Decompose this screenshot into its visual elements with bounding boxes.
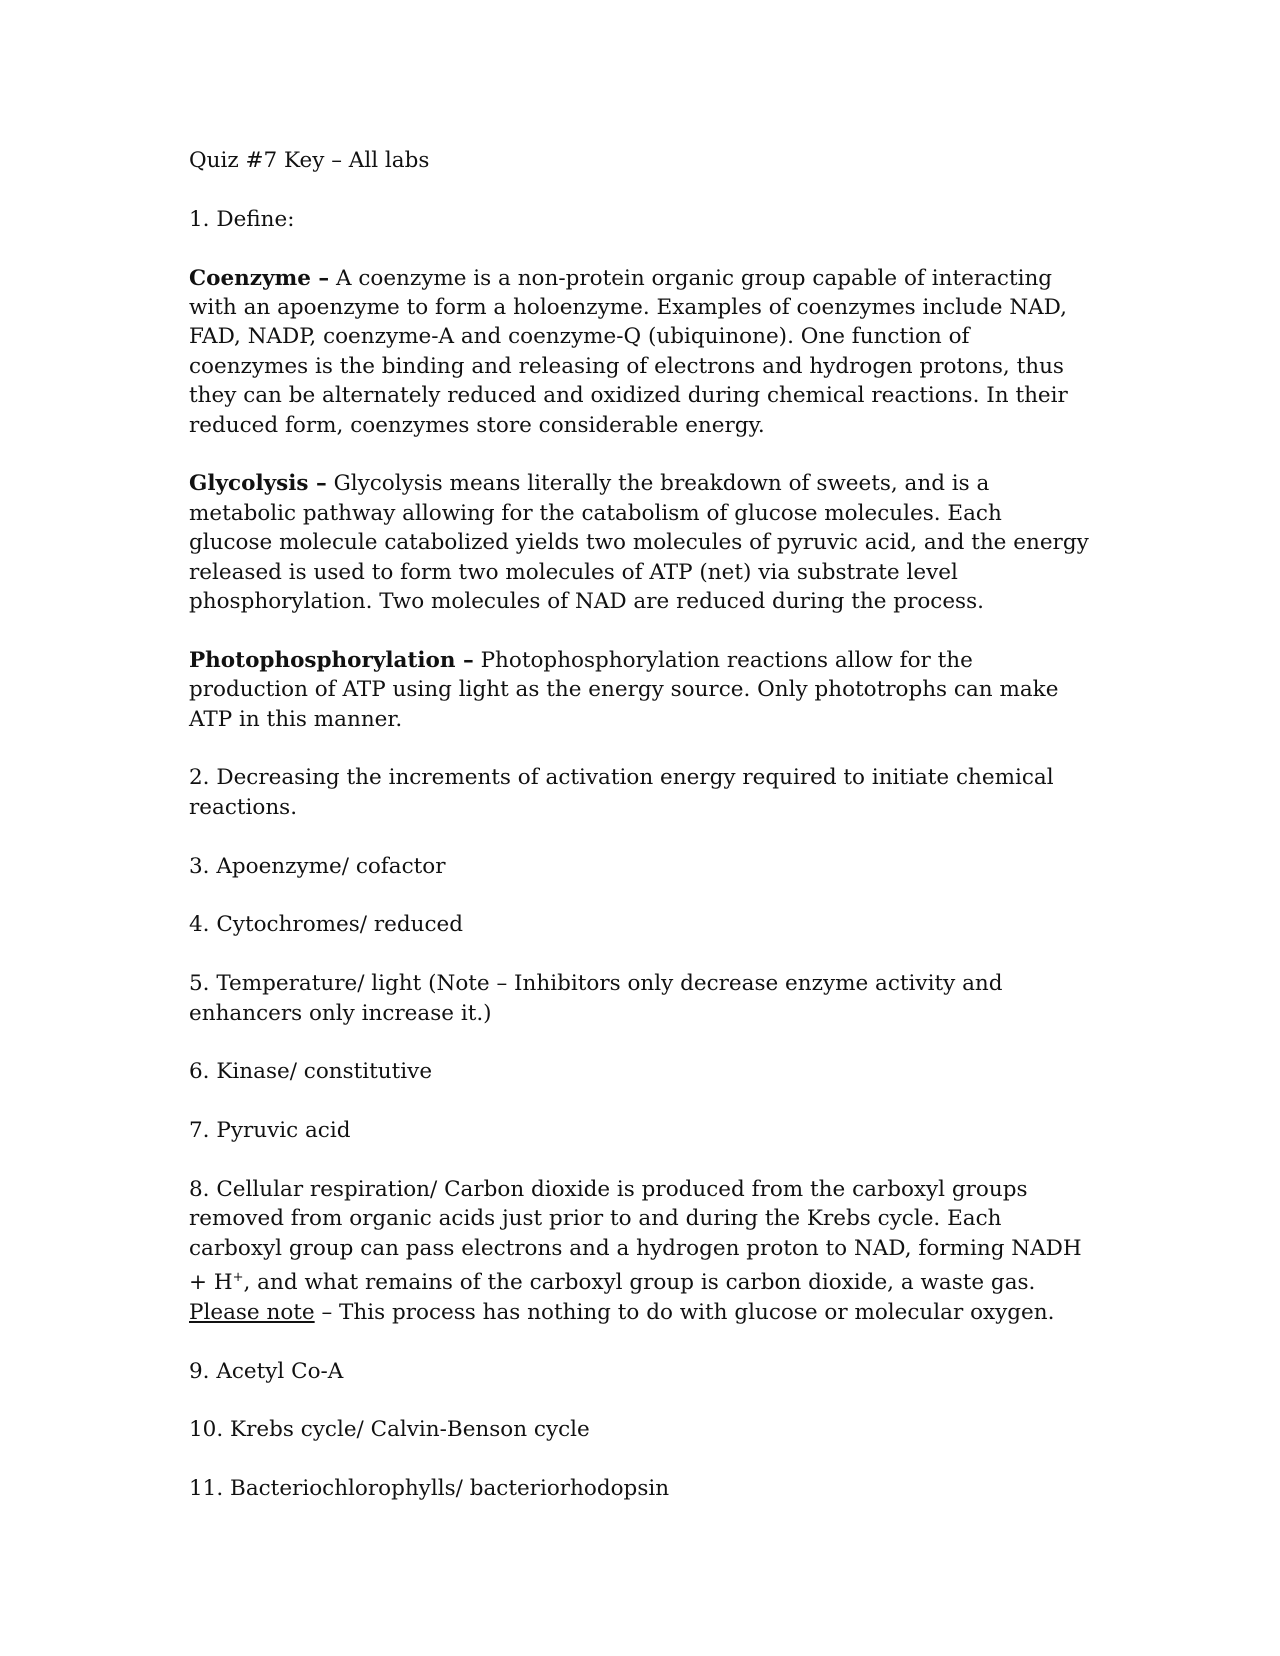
answer-7: 7. Pyruvic acid <box>189 1118 351 1144</box>
definition-coenzyme <box>189 264 1089 440</box>
definition-term: Coenzyme – <box>189 265 330 291</box>
definition-text: A coenzyme is a non-protein organic group capable of interacting with an apoenzyme to form a holoenzyme. Examples of coenzymes include NAD, FAD, NADP, coenzyme-A and coenzyme-Q (ubiquinone). One function of coenzymes is the binding and releasing of electrons and hydrogen protons, thus they can be alternately reduced and oxidized during chemical reactions. In their reduced form, coenzymes store considerable energy. <box>189 265 1068 438</box>
answer-8-text: 8. Cellular respiration/ Carbon dioxide is produced from the carboxyl groups removed from organic acids just prior to and during the Krebs cycle. Each carboxyl group can pass electrons and a hydrogen proton to NAD, forming NADH + H <box>189 1177 1082 1296</box>
answer-5: 5. Temperature/ light (Note – Inhibitors only decrease enzyme activity and enhancers only increase it.) <box>189 971 1003 1026</box>
answer-8-text-end: – This process has nothing to do with glucose or molecular oxygen. <box>314 1299 1055 1325</box>
question-1-label: 1. Define: <box>189 206 295 232</box>
definition-text: Photophosphorylation reactions allow for the production of ATP using light as the energy source. Only phototrophs can make ATP in this manner. <box>189 647 1059 732</box>
definition-glycolysis <box>189 469 1089 616</box>
answer-11: 11. Bacteriochlorophylls/ bacteriorhodopsin <box>189 1476 670 1502</box>
definition-term: Photophosphorylation – <box>189 647 474 673</box>
superscript-plus: + <box>232 1270 244 1286</box>
please-note: Please note <box>189 1299 315 1325</box>
answer-4: 4. Cytochromes/ reduced <box>189 912 463 938</box>
answer-6: 6. Kinase/ constitutive <box>189 1059 433 1085</box>
answer-2: 2. Decreasing the increments of activation energy required to initiate chemical reactions. <box>189 765 1054 820</box>
definition-term: Glycolysis – <box>189 471 327 497</box>
answer-9: 9. Acetyl Co-A <box>189 1358 344 1384</box>
answer-8 <box>189 1175 1089 1327</box>
document-title: Quiz #7 Key – All labs <box>189 148 430 173</box>
document-page <box>189 146 1089 1533</box>
answer-10: 10. Krebs cycle/ Calvin-Benson cycle <box>189 1417 590 1443</box>
definition-photophosphorylation <box>189 646 1089 734</box>
answer-8-text-cont: , and what remains of the carboxyl group is carbon dioxide, a waste gas. <box>243 1270 1036 1296</box>
definition-text: Glycolysis means literally the breakdown of sweets, and is a metabolic pathway allowing for the catabolism of glucose molecules. Each glucose molecule catabolized yields two molecules of pyruvic acid, and the energy released is used to form two molecules of ATP (net) via substrate level phosphorylation. Two molecules of NAD are reduced during the process. <box>189 471 1089 615</box>
answer-3: 3. Apoenzyme/ cofactor <box>189 853 446 879</box>
